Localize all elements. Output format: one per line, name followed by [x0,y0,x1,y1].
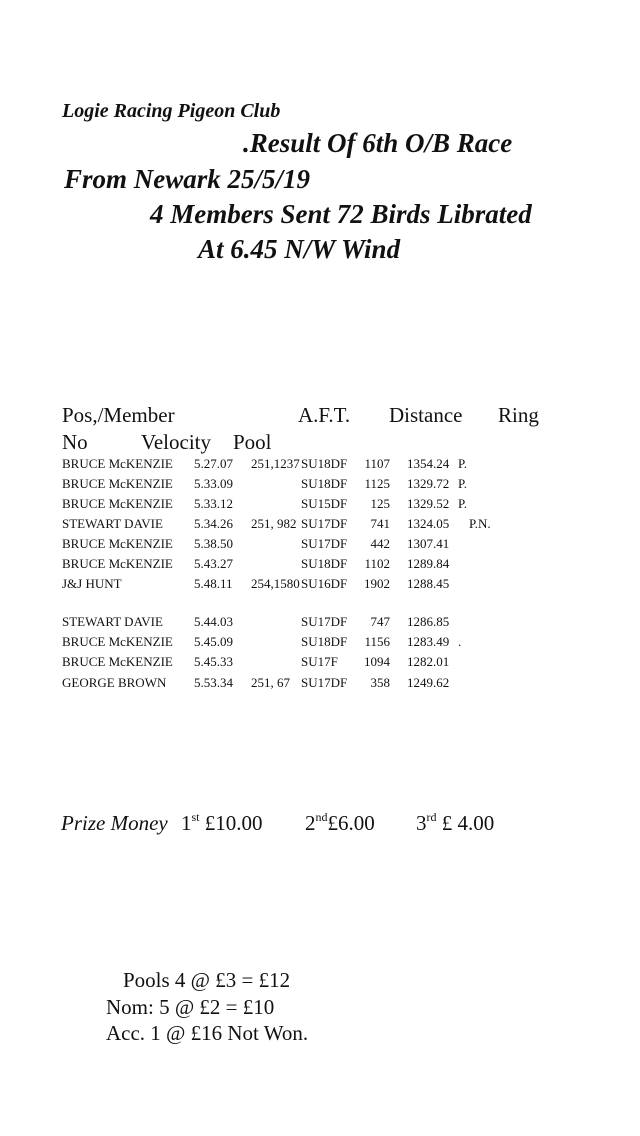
velocity-value: 1354.24 [407,456,450,471]
pool-entry: 251, 982 [251,516,297,531]
header-pool: Pool [233,430,272,454]
member-name: BRUCE McKENZIE [62,654,173,669]
aft-time: 5.34.26 [194,516,233,531]
aft-time: 5.45.33 [194,654,233,669]
header-distance: Distance [389,403,463,427]
pool-flag: P. [458,496,468,511]
pool-entry: 254,1580 [251,576,300,591]
velocity-value: 1289.84 [407,556,450,571]
race-title-line-1: .Result Of 6th O/B Race [243,128,513,158]
aft-time: 5.53.34 [194,675,233,690]
pool-entry: 251,1237 [251,456,300,471]
ring-code: SU18DF [301,634,348,649]
pool-flag: P. [458,476,468,491]
header-aft: A.F.T. [298,403,351,427]
velocity-value: 1324.05 [407,516,450,531]
member-name: BRUCE McKENZIE [62,634,173,649]
ring-code: SU18DF [301,556,348,571]
member-name: BRUCE McKENZIE [62,536,173,551]
ring-number: 1902 [364,576,390,591]
aft-time: 5.38.50 [194,536,233,551]
header-velocity: Velocity [141,430,211,454]
ring-number: 741 [370,516,390,531]
ring-code: SU15DF [301,496,348,511]
third-prize: 3rd £ 4.00 [416,810,495,835]
ring-code: SU17DF [301,614,348,629]
member-name: STEWART DAVIE [62,516,163,531]
ring-number: 442 [370,536,390,551]
header-pos-member: Pos,/Member [62,403,175,427]
ring-number: 1102 [364,556,390,571]
member-name: BRUCE McKENZIE [62,496,173,511]
aft-time: 5.48.11 [194,576,233,591]
ring-number: 1107 [364,456,390,471]
ring-code: SU18DF [301,476,348,491]
ring-code: SU17DF [301,675,348,690]
ring-number: 125 [370,496,390,511]
race-title-line-3: 4 Members Sent 72 Birds Librated [150,199,532,229]
ring-number: 747 [370,614,390,629]
member-name: BRUCE McKENZIE [62,556,173,571]
ring-number: 1156 [364,634,390,649]
first-prize: 1st £10.00 [181,810,263,835]
aft-time: 5.43.27 [194,556,233,571]
pool-flag: . [458,634,462,649]
ring-code: SU17DF [301,536,348,551]
pool-flag: P. [458,456,468,471]
member-name: J&J HUNT [62,576,122,591]
second-prize: 2nd£6.00 [305,810,375,835]
velocity-value: 1283.49 [407,634,450,649]
nom-line: Nom: 5 @ £2 = £10 [106,995,275,1019]
pool-entry: 251, 67 [251,675,290,690]
aft-time: 5.45.09 [194,634,233,649]
member-name: BRUCE McKENZIE [62,456,173,471]
ring-number: 1125 [364,476,390,491]
race-title-line-4: At 6.45 N/W Wind [198,234,401,264]
velocity-value: 1282.01 [407,654,450,669]
club-name: Logie Racing Pigeon Club [62,100,281,122]
member-name: STEWART DAVIE [62,614,163,629]
pools-line: Pools 4 @ £3 = £12 [123,968,291,992]
ring-code: SU18DF [301,456,348,471]
aft-time: 5.44.03 [194,614,233,629]
aft-time: 5.33.09 [194,476,233,491]
velocity-value: 1288.45 [407,576,450,591]
header-no: No [62,430,88,454]
pool-flag: P.N. [469,516,491,531]
race-title-line-2: From Newark 25/5/19 [64,164,311,194]
velocity-value: 1329.52 [407,496,450,511]
member-name: BRUCE McKENZIE [62,476,173,491]
ring-code: SU16DF [301,576,348,591]
velocity-value: 1329.72 [407,476,450,491]
prize-money-label: Prize Money [61,811,168,835]
acc-line: Acc. 1 @ £16 Not Won. [106,1021,309,1045]
ring-number: 1094 [364,654,390,669]
velocity-value: 1286.85 [407,614,450,629]
header-ring: Ring [498,403,539,427]
aft-time: 5.33.12 [194,496,233,511]
ring-code: SU17DF [301,516,348,531]
ring-number: 358 [370,675,390,690]
velocity-value: 1307.41 [407,536,450,551]
velocity-value: 1249.62 [407,675,450,690]
aft-time: 5.27.07 [194,456,233,471]
ring-code: SU17F [301,654,338,669]
member-name: GEORGE BROWN [62,675,167,690]
